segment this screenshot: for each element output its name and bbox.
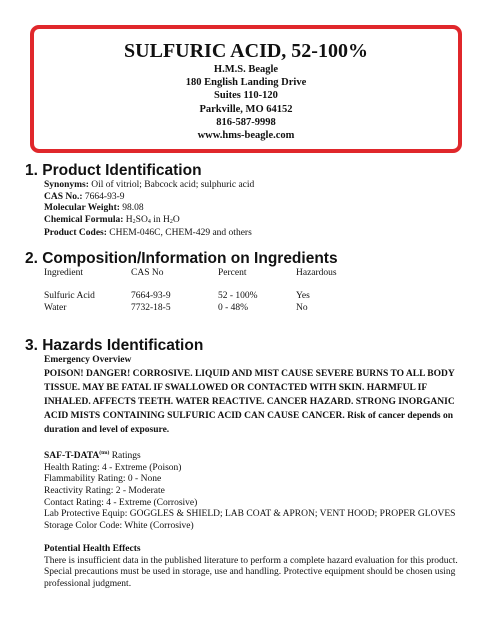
synonyms-value: Oil of vitriol; Babcock acid; sulphuric acid (88, 180, 255, 190)
mw-label: Molecular Weight: (44, 203, 120, 214)
codes-label: Product Codes: (44, 228, 107, 239)
column-header: Percent (218, 268, 247, 278)
synonyms-label: Synonyms: (44, 180, 89, 190)
column-header: Hazardous (296, 268, 337, 278)
health-effects-text: There is insufficient data in the published literature to perform a complete hazard evaluation for this product. Special precautions must be used in storage, use and handling. Protective equipment should be chosen using professional judgment. (44, 555, 458, 589)
saf-label: SAF-T-DATA (44, 451, 100, 462)
table-cell: No (296, 302, 308, 313)
section-product-identification (25, 162, 475, 240)
formula-o: O (172, 214, 180, 225)
table-header-row (25, 268, 475, 280)
column-header: CAS No (131, 268, 164, 278)
section-composition (25, 250, 475, 314)
header-box (30, 25, 462, 153)
formula-sub: 2 (132, 218, 136, 225)
emergency-overview (25, 355, 475, 590)
saf-superscript: (tm) (99, 450, 110, 457)
table-cell: 7664-93-9 (131, 291, 171, 302)
phone-number: 816-587-9998 (216, 116, 276, 128)
city-line: Parkville, MO 64152 (199, 103, 293, 115)
column-header: Ingredient (44, 268, 84, 278)
table-row (25, 291, 475, 303)
rating-line: Flammability Rating: 0 - None (44, 474, 162, 485)
section-hazards (25, 337, 475, 590)
formula-so: SO (135, 214, 148, 225)
table-cell: Yes (296, 291, 310, 302)
table-cell: 7732-18-5 (131, 302, 171, 313)
formula-line (25, 215, 475, 229)
health-effects-title: Potential Health Effects (44, 543, 141, 554)
rating-line: Reactivity Rating: 2 - Moderate (44, 485, 165, 496)
address-line-1: 180 English Landing Drive (185, 77, 307, 89)
overview-caps: POISON! DANGER! CORROSIVE. LIQUID AND MIST CAUSE SEVERE BURNS TO ALL BODY TISSUE. MAY BE FATAL IF SWALLOWED OR CONTACTED WITH SKIN. HARMFUL IF INHALED. AFFECTS TEETH. WATER REACTIVE. CANCER HAZARD. STRONG INORGANIC ACID MISTS CONTAINING SULFURIC ACID CAN CAUSE CANCER. (44, 368, 455, 421)
table-cell: Water (44, 302, 67, 313)
molecular-weight-line (25, 203, 475, 215)
overview-title: Emergency Overview (44, 355, 132, 365)
mw-value: 98.08 (119, 203, 144, 214)
synonyms-line (25, 180, 475, 192)
overview-text (44, 367, 475, 437)
cas-label: CAS No.: (44, 191, 83, 202)
cas-value: 7664-93-9 (82, 191, 125, 202)
company-name: H.M.S. Beagle (213, 64, 279, 75)
rating-line: Contact Rating: 4 - Extreme (Corrosive) (44, 497, 198, 508)
rating-line: Storage Color Code: White (Corrosive) (44, 520, 194, 531)
table-cell: Sulfuric Acid (44, 291, 95, 302)
overview-tail: Risk of cancer depends on duration and level of exposure. (44, 410, 453, 435)
table-cell: 0 - 48% (218, 302, 249, 313)
cas-line (25, 192, 475, 204)
section-2-heading: 2. Composition/Information on Ingredients (25, 250, 338, 267)
document-title: SULFURIC ACID, 52-100% (124, 40, 368, 62)
rating-line: Lab Protective Equip: GOGGLES & SHIELD; LAB COAT & APRON; VENT HOOD; PROPER GLOVES (44, 509, 456, 520)
product-codes-line (25, 228, 475, 240)
table-cell: 52 - 100% (218, 291, 258, 302)
codes-value: CHEM-046C, CHEM-429 and others (106, 228, 252, 239)
section-1-heading: 1. Product Identification (25, 162, 202, 179)
formula-in: in H (150, 214, 170, 225)
address-line-2: Suites 110-120 (214, 90, 278, 102)
saf-t-data-title (44, 448, 475, 463)
website-link[interactable]: www.hms-beagle.com (197, 130, 295, 142)
formula-sub: 2 (169, 218, 173, 225)
formula-sub: 4 (147, 218, 151, 225)
saf-ratings-label: Ratings (109, 451, 141, 462)
formula-h: H (123, 214, 133, 225)
section-3-heading: 3. Hazards Identification (25, 337, 204, 354)
table-row (25, 303, 475, 315)
formula-label: Chemical Formula: (44, 214, 124, 225)
rating-line: Health Rating: 4 - Extreme (Poison) (44, 462, 182, 473)
